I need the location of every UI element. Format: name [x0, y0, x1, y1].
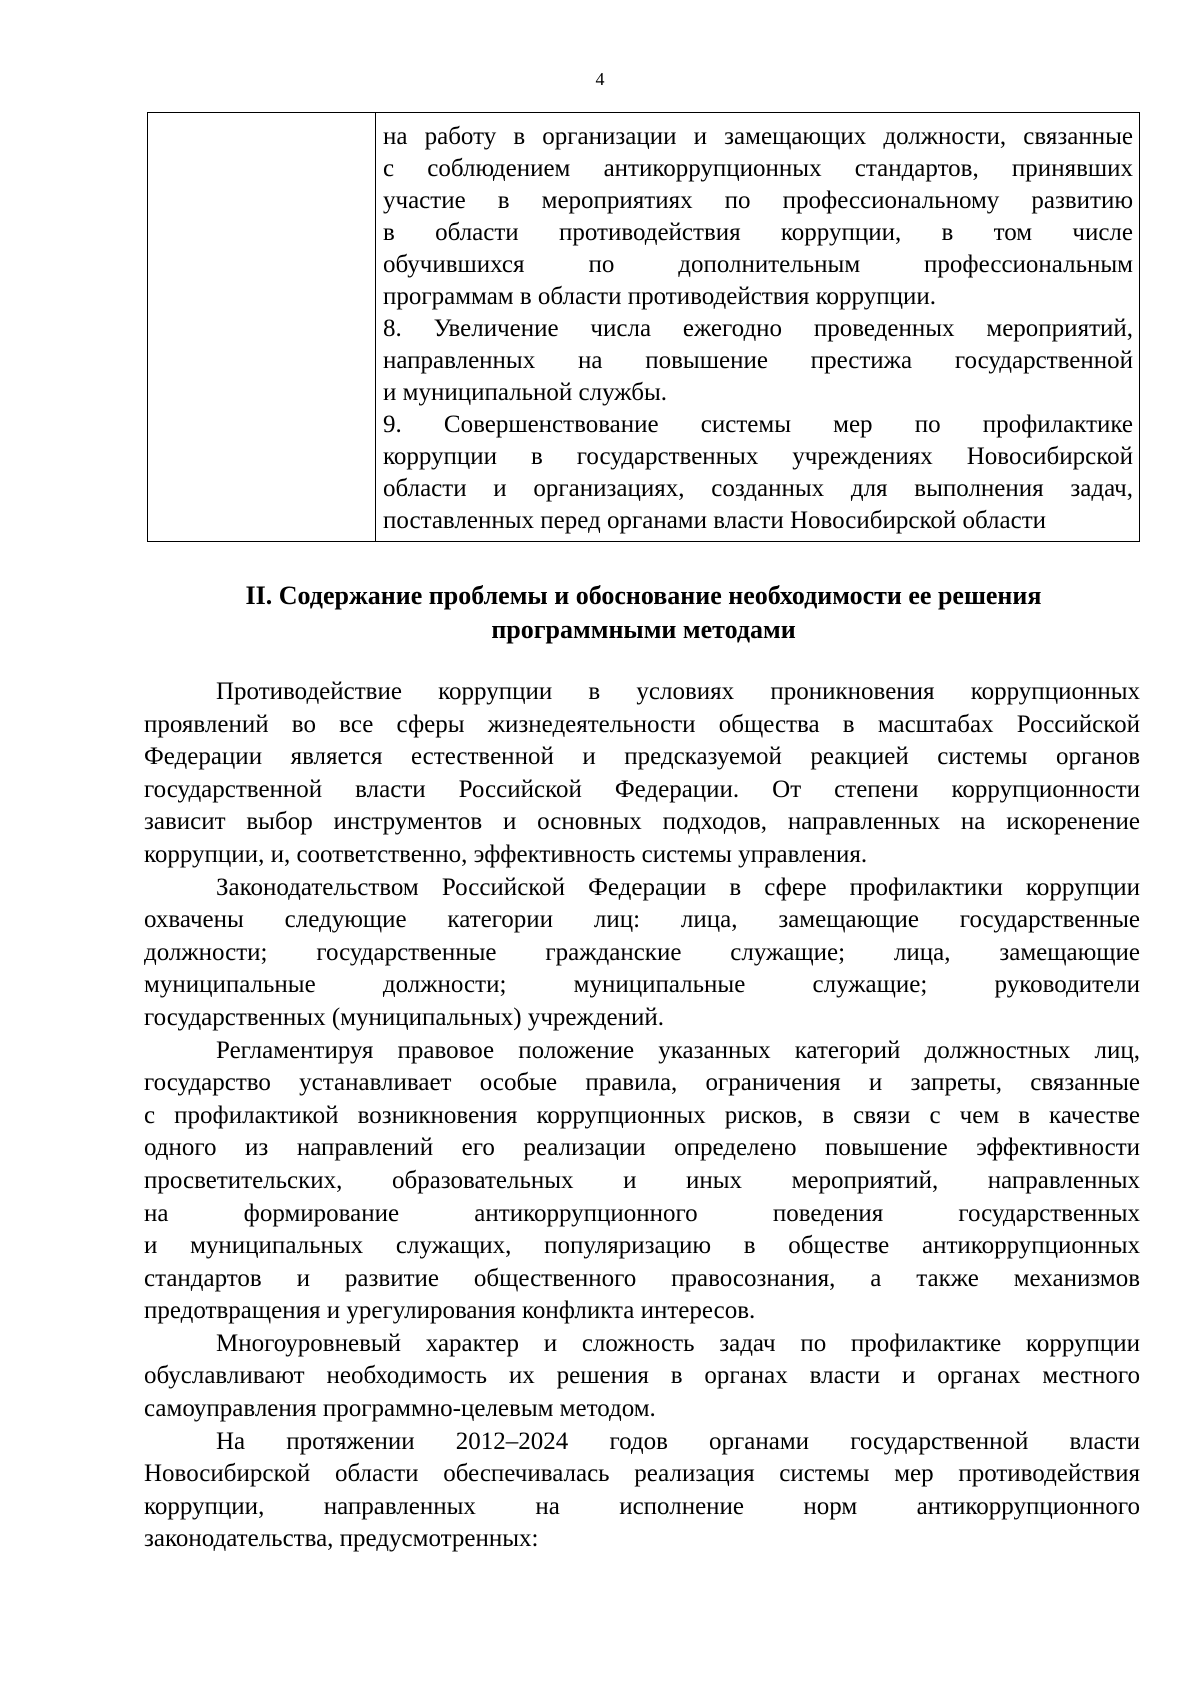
section-heading-line-1: II. Содержание проблемы и обоснование необходимости ее решения [245, 581, 1042, 610]
paragraph-line: охвачены следующие категории лиц: лица, замещающие государственные [144, 906, 1140, 934]
table-text-line: направленных на повышение престижа государственной [383, 347, 1133, 374]
table-text-line: участие в мероприятиях по профессиональному развитию [383, 187, 1133, 214]
paragraph-line: обуславливают необходимость их решения в органах власти и органах местного [144, 1362, 1140, 1390]
paragraph-line: государственной власти Российской Федерации. От степени коррупционности [144, 775, 1140, 803]
paragraph-line: На протяжении 2012–2024 годов органами государственной власти [216, 1427, 1140, 1455]
paragraph-line: должности; государственные гражданские служащие; лица, замещающие [144, 938, 1140, 966]
section-heading [147, 579, 1140, 647]
paragraph-line: Многоуровневый характер и сложность задач по профилактике коррупции [216, 1329, 1140, 1357]
paragraph-2 [144, 872, 1140, 1035]
section-heading-line-2: программными методами [491, 615, 796, 644]
paragraph-5 [144, 1426, 1140, 1556]
paragraph-line: на формирование антикоррупционного поведения государственных [144, 1199, 1140, 1227]
paragraph-line: проявлений во все сферы жизнедеятельности общества в масштабах Российской [144, 710, 1140, 738]
table-text-line: обучившихся по дополнительным профессиональным [383, 251, 1133, 278]
paragraph-1 [144, 676, 1140, 872]
table-text-line: поставленных перед органами власти Новосибирской области [383, 507, 1047, 534]
table-text-line: на работу в организации и замещающих должности, связанные [383, 123, 1133, 150]
table-cell-left-empty [148, 113, 376, 541]
paragraph-line: просветительских, образовательных и иных мероприятий, направленных [144, 1166, 1140, 1194]
table-text-line: и муниципальной службы. [383, 379, 667, 406]
paragraph-line: с профилактикой возникновения коррупционных рисков, в связи с чем в качестве [144, 1101, 1140, 1129]
paragraph-line: Федерации является естественной и предсказуемой реакцией системы органов [144, 743, 1140, 771]
table-cell-right [376, 113, 1139, 541]
paragraph-line: законодательства, предусмотренных: [144, 1525, 539, 1553]
paragraph-line: коррупции, и, соответственно, эффективность системы управления. [144, 840, 868, 868]
paragraph-line: Законодательством Российской Федерации в сфере профилактики коррупции [216, 873, 1140, 901]
paragraph-line: государство устанавливает особые правила, ограничения и запреты, связанные [144, 1069, 1140, 1097]
paragraph-3 [144, 1035, 1140, 1328]
paragraph-line: предотвращения и урегулирования конфликта интересов. [144, 1297, 756, 1325]
paragraph-4 [144, 1328, 1140, 1426]
body-text [144, 676, 1140, 1556]
paragraph-line: коррупции, направленных на исполнение норм антикоррупционного [144, 1492, 1140, 1520]
table-text-line: 8. Увеличение числа ежегодно проведенных мероприятий, [383, 315, 1133, 342]
paragraph-line: зависит выбор инструментов и основных подходов, направленных на искоренение [144, 808, 1140, 836]
paragraph-line: государственных (муниципальных) учреждений. [144, 1003, 664, 1031]
table-text-line: области и организациях, созданных для выполнения задач, [383, 475, 1133, 502]
table-text-line: программам в области противодействия коррупции. [383, 283, 936, 310]
table-text-line: коррупции в государственных учреждениях Новосибирской [383, 443, 1133, 470]
paragraph-line: Регламентируя правовое положение указанных категорий должностных лиц, [216, 1036, 1140, 1064]
paragraph-line: муниципальные должности; муниципальные служащие; руководители [144, 971, 1140, 999]
continuation-table [147, 112, 1140, 542]
paragraph-line: и муниципальных служащих, популяризацию в обществе антикоррупционных [144, 1232, 1140, 1260]
page-number: 4 [595, 69, 605, 89]
paragraph-line: самоуправления программно-целевым методом. [144, 1395, 656, 1423]
paragraph-line: Противодействие коррупции в условиях проникновения коррупционных [216, 678, 1140, 705]
table-text-line: с соблюдением антикоррупционных стандартов, принявших [383, 155, 1133, 182]
paragraph-line: одного из направлений его реализации определено повышение эффективности [144, 1134, 1140, 1162]
table-text-line: 9. Совершенствование системы мер по профилактике [383, 411, 1133, 438]
paragraph-line: стандартов и развитие общественного правосознания, а также механизмов [144, 1264, 1140, 1292]
paragraph-line: Новосибирской области обеспечивалась реализация системы мер противодействия [144, 1460, 1140, 1488]
table-text-line: в области противодействия коррупции, в том числе [383, 219, 1133, 246]
